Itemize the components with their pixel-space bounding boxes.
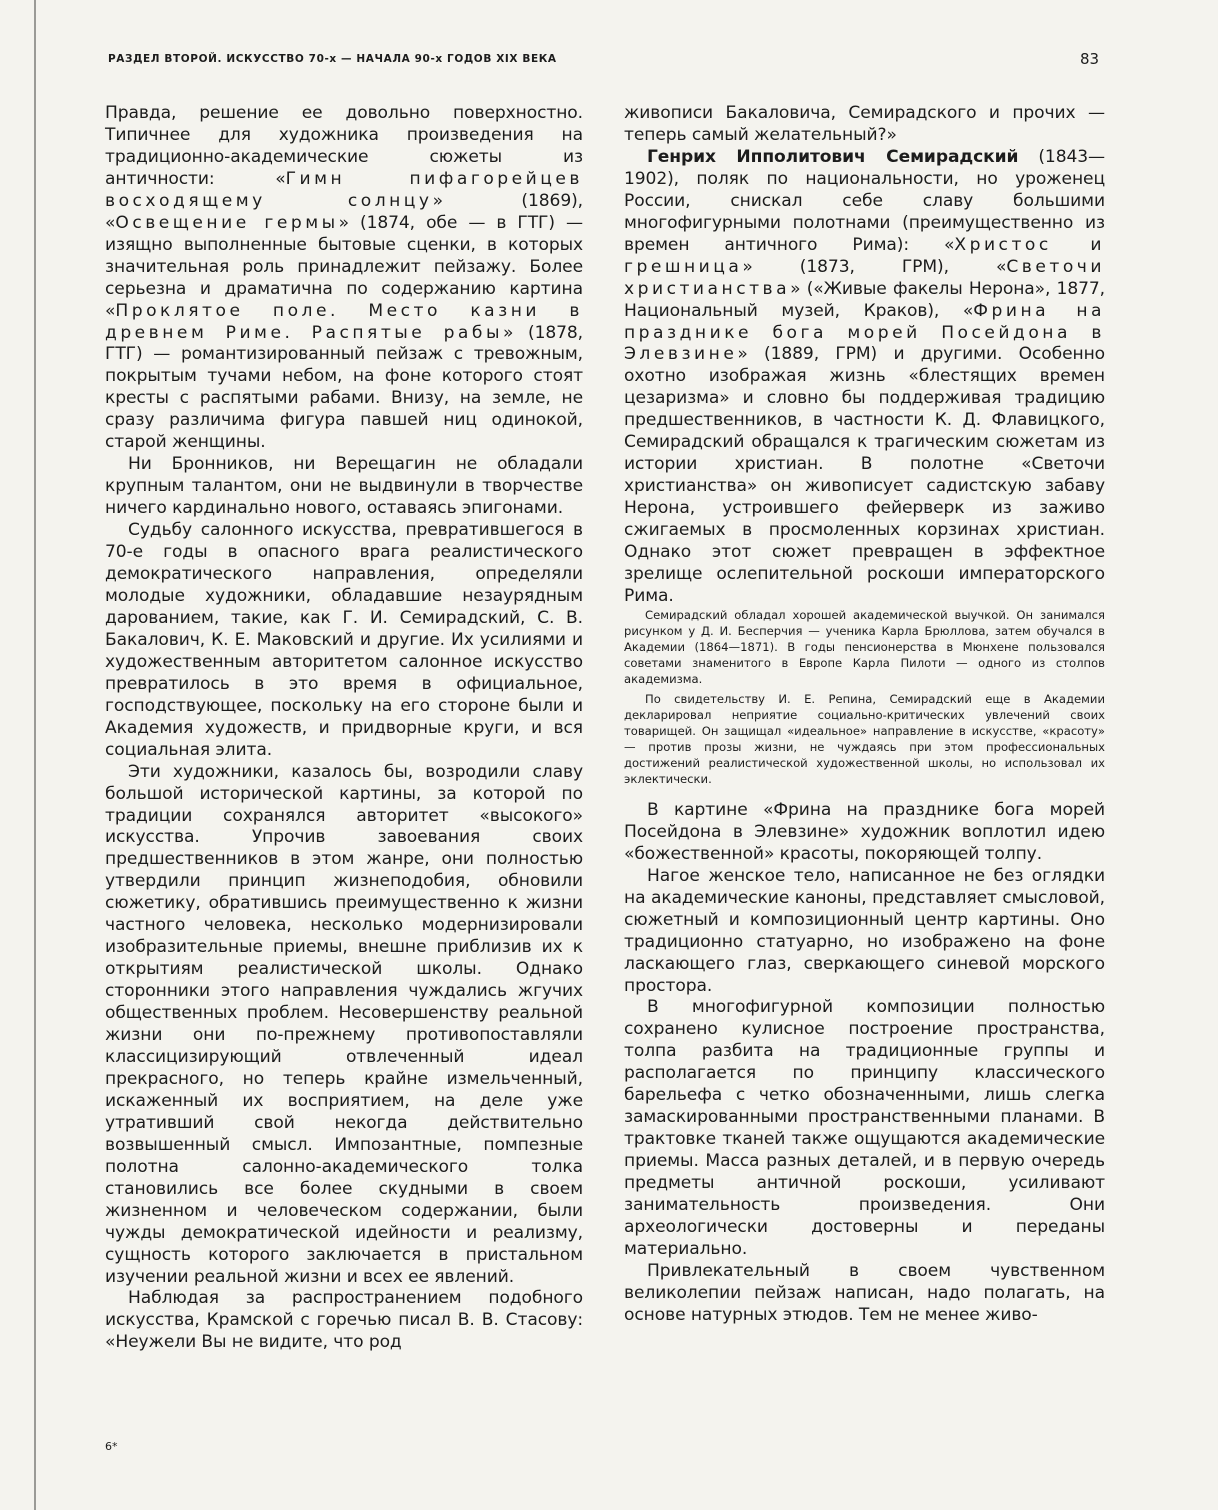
page-edge-line	[34, 0, 36, 1510]
artwork-title: Проклятое поле. Место казни в древнем Риме. Распятые рабы	[105, 300, 583, 343]
artwork-title: Христос и грешница	[624, 234, 1105, 277]
artwork-title: Светочи христианства	[624, 256, 1105, 299]
paragraph: Генрих Ипполитович Семирадский (1843—1902), поляк по национальности, но уроженец России, снискал себе славу большими многофигурными полотнами (преимущественно из времен античного Рима): «Христос и грешница» (1873, ГРМ), «Светочи христианства» («Живые факелы Нерона», 1877, Национальный музей, Краков), «Фрина на празднике бога морей Посейдона в Элевзине» (1889, ГРМ) и другими. Особенно охотно изображая жизнь «блестящих времен цезаризма» и словно бы поддерживая традицию предшественников, в частности К. Д. Флавицкого, Семирадский обращался к трагическим сюжетам из истории христиан. В полотне «Светочи христианства» он живописует садистскую забаву Нерона, устроившего фейерверк из заживо сжигаемых в просмоленных корзинах христиан. Однако этот сюжет превращен в эффектное зрелище ослепительной роскоши императорского Рима.	[624, 146, 1106, 606]
footnote-paragraph: Семирадский обладал хорошей академической выучкой. Он занимался рисунком у Д. И. Бесперчия — ученика Карла Брюллова, затем обучался в Академии (1864—1871). В годы пенсионерства в Мюнхене пользовался советами знаменитого в Европе Карла Пилоти — одного из столпов академизма.	[624, 607, 1105, 686]
artist-name: Генрих Ипполитович Семирадский	[647, 146, 1019, 167]
paragraph: Судьбу салонного искусства, превратившегося в 70-е годы в опасного врага реалистического демократического направления, определяли молодые художники, обладавшие незаурядным дарованием, такие, как Г. И. Семирадский, С. В. Бакалович, К. Е. Маковский и другие. Их усилиями и художественным авторитетом салонное искусство превратилось в это время в официальное, господствующее, поскольку на его стороне были и Академия художеств, и придворные круги, и вся социальная элита.	[105, 520, 583, 760]
paragraph: В многофигурной композиции полностью сохранено кулисное построение пространства, толпа разбита на традиционные группы и располагается по принципу классического барельефа с четко обозначенными, лишь слегка замаскированными пространственными планами. В трактовке тканей также ощущаются академические приемы. Масса разных деталей, и в первую очередь предметы античной роскоши, усиливают занимательность произведения. Они археологически достоверны и переданы материально.	[624, 997, 1105, 1259]
paragraph: Эти художники, казалось бы, возродили славу большой исторической картины, за которой по традиции сохранялся авторитет «высокого» искусства. Упрочив завоевания своих предшественников в этом жанре, они полностью утвердили принцип жизнеподобия, обновили сюжетику, обратившись преимущественно к жизни частного человека, несколько модернизировали изобразительные приемы, внешне приблизив их к открытиям реалистической школы. Однако сторонники этого направления чуждались жгучих общественных проблем. Несовершенству реальной жизни они по-прежнему противопоставляли классицизирующий отвлеченный идеал прекрасного, но теперь крайне измельченный, искаженный их восприятием, на деле уже утративший свой некогда действительно возвышенный смысл. Импозантные, помпезные полотна салонно-академического толка становились все более скудными в своем жизненном и человеческом содержании, были чужды демократической идейности и реализму, сущность которого заключается в пристальном изучении реальной жизни и всех ее явлений.	[105, 761, 583, 1287]
right-text-column	[624, 103, 1105, 1327]
paragraph: Правда, решение ее довольно поверхностно. Типичнее для художника произведения на традиционно-академические сюжеты из античности: «Гимн пифагорейцев восходящему солнцу» (1869), «Освещение гермы» (1874, обе — в ГТГ) — изящно выполненные бытовые сценки, в которых значительная роль принадлежит пейзажу. Более серьезна и драматична по содержанию картина «Проклятое поле. Место казни в древнем Риме. Распятые рабы» (1878, ГТГ) — романтизированный пейзаж с тревожным, покрытым тучами небом, на фоне которого стоят кресты с распятыми рабами. Внизу, на земле, не сразу различима фигура павшей ниц одинокой, старой женщины.	[105, 103, 584, 453]
artwork-title: Освещение гермы	[115, 212, 339, 233]
page-number: 83	[1080, 50, 1100, 68]
paragraph: Ни Бронников, ни Верещагин не обладали крупным талантом, они не выдвинули в творчестве ничего кардинально нового, оставаясь эпигонами.	[105, 454, 583, 519]
left-text-column	[105, 103, 583, 1354]
footnote-paragraph: По свидетельству И. Е. Репина, Семирадский еще в Академии декларировал неприятие социально-критических увлечений своих товарищей. Он защищал «идеальное» направление в искусстве, «красоту» — против прозы жизни, не чуждаясь при этом профессиональных достижений реалистической художественной школы, но использовал их эклектически.	[624, 692, 1105, 786]
paragraph: живописи Бакаловича, Семирадского и прочих — теперь самый желательный?»	[624, 103, 1105, 145]
running-head: РАЗДЕЛ ВТОРОЙ. ИСКУССТВО 70-х — НАЧАЛА 90-х ГОДОВ XIX ВЕКА	[108, 53, 557, 65]
paragraph: В картине «Фрина на празднике бога морей Посейдона в Элевзине» художник воплотил идею «божественной» красоты, покоряющей толпу.	[624, 799, 1105, 864]
sheet-signature: 6*	[105, 1440, 118, 1453]
paragraph: Привлекательный в своем чувственном великолепии пейзаж написан, надо полагать, на основе натурных этюдов. Тем не менее живо-	[624, 1260, 1105, 1325]
artwork-title: Фрина на празднике бога морей Посейдона в Элевзине	[624, 300, 1105, 365]
paragraph: Нагое женское тело, написанное не без оглядки на академические каноны, представляет смысловой, сюжетный и композиционный центр картины. Оно традиционно статуарно, но изображено на фоне ласкающего глаз, сверкающего синевой морского простора.	[624, 865, 1105, 996]
paragraph: Наблюдая за распространением подобного искусства, Крамской с горечью писал В. В. Стасову: «Неужели Вы не видите, что род	[105, 1288, 583, 1353]
artwork-title: Гимн пифагорейцев восходящему солнцу	[105, 168, 583, 211]
